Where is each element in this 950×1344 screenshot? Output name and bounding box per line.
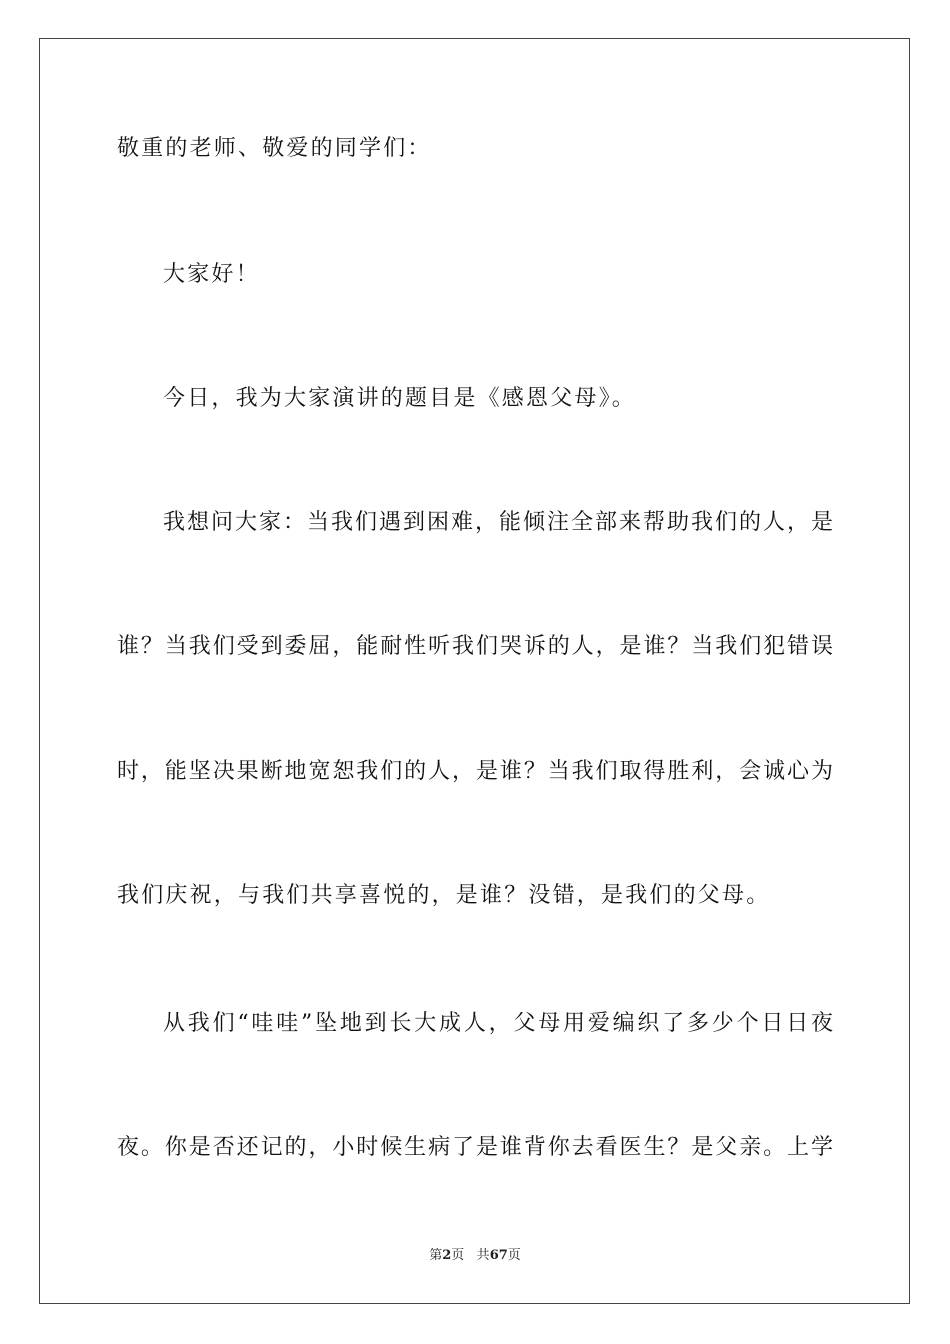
page-border	[39, 38, 910, 1304]
paragraph-line-2: 今日，我为大家演讲的题目是《感恩父母》。	[163, 386, 637, 411]
page-suffix: 页	[451, 1248, 465, 1263]
paragraph-line-7: 从我们“哇哇”坠地到长大成人，父母用爱编织了多少个日日夜	[163, 1011, 833, 1036]
paragraph-line-4: 谁？当我们受到委屈，能耐性听我们哭诉的人，是谁？当我们犯错误	[117, 634, 833, 659]
salutation: 敬重的老师、敬爱的同学们：	[117, 136, 432, 161]
paragraph-line-1: 大家好！	[163, 262, 260, 287]
page-footer	[0, 1247, 950, 1265]
total-suffix: 页	[507, 1248, 521, 1263]
page-current: 2	[442, 1248, 452, 1263]
paragraph-line-6: 我们庆祝，与我们共享喜悦的，是谁？没错，是我们的父母。	[117, 883, 771, 908]
page-prefix: 第	[429, 1248, 443, 1263]
page-total: 67	[489, 1248, 508, 1263]
paragraph-line-3: 我想问大家：当我们遇到困难，能倾注全部来帮助我们的人，是	[163, 510, 833, 535]
total-prefix: 共	[476, 1248, 490, 1263]
paragraph-line-8: 夜。你是否还记的，小时候生病了是谁背你去看医生？是父亲。上学	[117, 1135, 833, 1160]
paragraph-line-5: 时，能坚决果断地宽恕我们的人，是谁？当我们取得胜利，会诚心为	[117, 759, 833, 784]
